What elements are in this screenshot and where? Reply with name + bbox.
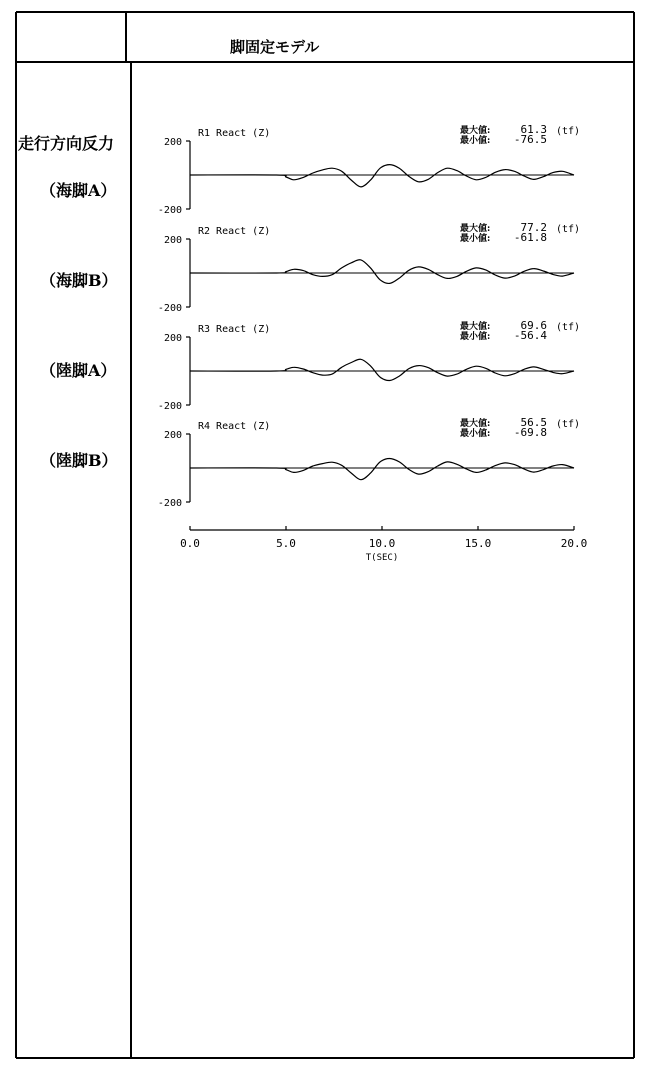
series-line-3 [190, 359, 574, 380]
max-label-3: 最大値: [460, 322, 491, 332]
series-title-1: R1 React (Z) [198, 128, 271, 139]
units-label-4: (tf) [556, 419, 581, 430]
series-title-3: R3 React (Z) [198, 324, 271, 335]
series-title-2: R2 React (Z) [198, 226, 271, 237]
min-label-1: 最小値: [460, 136, 491, 146]
leg-label-sea-a: （海脚A） [40, 181, 117, 200]
max-label-2: 最大値: [460, 224, 491, 234]
min-label-4: 最小値: [460, 429, 491, 439]
max-value-4: 56.5 [520, 416, 547, 429]
leg-label-land-b: （陸脚B） [40, 451, 118, 470]
min-value-4: -69.8 [513, 426, 547, 439]
series-line-4 [190, 459, 574, 480]
series-line-2 [190, 260, 574, 284]
min-label-2: 最小値: [460, 234, 491, 244]
model-title: 脚固定モデル [230, 38, 320, 56]
units-label-2: (tf) [556, 224, 581, 235]
max-label-4: 最大値: [460, 419, 491, 429]
min-value-2: -61.8 [513, 231, 547, 244]
min-value-1: -76.5 [513, 133, 547, 146]
series-line-1 [190, 165, 574, 187]
y-tick-label-bottom-4: -200 [157, 498, 182, 509]
y-tick-label-top-2: 200 [163, 235, 182, 246]
max-value-2: 77.2 [520, 221, 547, 234]
y-tick-label-bottom-1: -200 [157, 205, 182, 216]
leg-label-sea-b: （海脚B） [40, 271, 118, 290]
y-tick-label-bottom-2: -200 [157, 303, 182, 314]
min-label-3: 最小値: [460, 332, 491, 342]
y-tick-label-top-3: 200 [163, 333, 182, 344]
max-value-1: 61.3 [520, 123, 547, 136]
series-title-4: R4 React (Z) [198, 421, 271, 432]
max-value-3: 69.6 [520, 319, 547, 332]
x-tick-label-4: 15.0 [464, 537, 492, 550]
units-label-1: (tf) [556, 126, 581, 137]
x-tick-label-1: 0.0 [180, 537, 200, 550]
x-tick-label-5: 20.0 [560, 537, 588, 550]
direction-reaction-label: 走行方向反力 [18, 134, 115, 153]
y-tick-label-bottom-3: -200 [157, 401, 182, 412]
max-label-1: 最大値: [460, 126, 491, 136]
x-tick-label-3: 10.0 [368, 537, 396, 550]
units-label-3: (tf) [556, 322, 581, 333]
x-axis-label: T(SEC) [365, 553, 399, 563]
min-value-3: -56.4 [513, 329, 547, 342]
leg-label-land-a: （陸脚A） [40, 361, 117, 380]
y-tick-label-top-4: 200 [163, 430, 182, 441]
x-tick-label-2: 5.0 [276, 537, 296, 550]
y-tick-label-top-1: 200 [163, 137, 182, 148]
